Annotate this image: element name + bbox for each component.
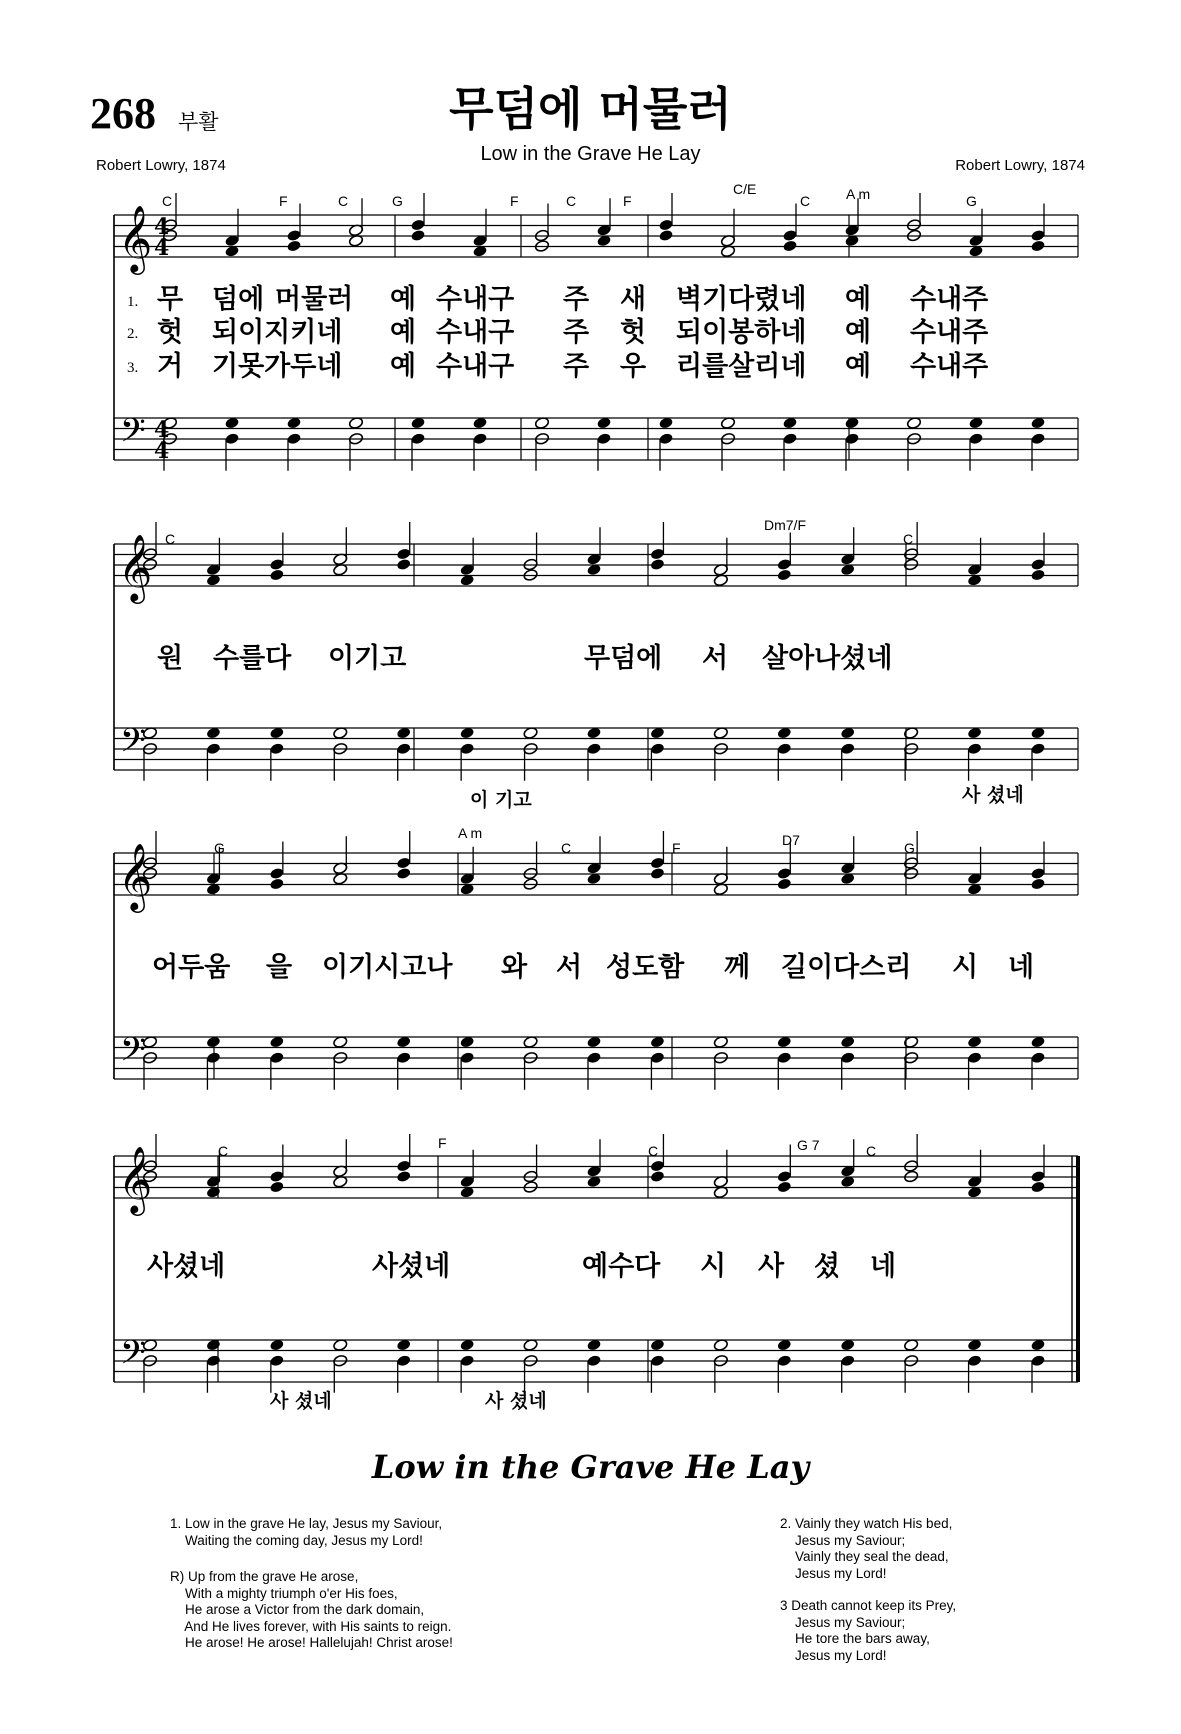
lyric-syllable: 덤에: [212, 284, 265, 315]
lyric-syllable: 와: [501, 952, 528, 983]
chord-symbol: C/E: [733, 181, 757, 197]
chord-symbol: C: [648, 1143, 659, 1159]
lyric-syllable: 네: [870, 1251, 897, 1282]
lyric-syllable: 원: [157, 643, 184, 674]
lyric-syllable: 사셨네: [147, 1251, 226, 1282]
lyric-syllable: 리를살리네: [676, 351, 807, 382]
english-verse-3: 3 Death cannot keep its Prey, Jesus my Saviour; He tore the bars away, Jesus my Lord!: [780, 1598, 957, 1663]
lyric-syllable: 수내주: [910, 317, 989, 348]
note-head: [269, 1180, 284, 1193]
lyric-syllable: 예: [845, 284, 872, 315]
chord-symbol: C: [903, 531, 914, 547]
chord-symbol: C: [561, 840, 572, 856]
lyric-syllable: 시: [700, 1251, 727, 1282]
system-4-bass-lyrics: [269, 1389, 547, 1412]
note-head: [777, 1180, 792, 1193]
time-signature: 4: [154, 214, 170, 240]
lyric-syllable: 되이봉하네: [676, 317, 807, 348]
chord-symbol: F: [623, 193, 632, 209]
lyric-syllable: 사셨네: [372, 1251, 451, 1282]
chord-symbol: C: [566, 193, 577, 209]
lyricist-credit: Robert Lowry, 1874: [96, 157, 226, 174]
lyric-syllable: 수내구: [436, 351, 515, 382]
note-head: [396, 1170, 411, 1183]
chord-row-2: [165, 517, 913, 547]
lyric-syllable: 예수다: [582, 1251, 661, 1282]
note-head: [396, 867, 411, 880]
note-head: [650, 558, 665, 571]
lyric-syllable: 께: [724, 952, 751, 983]
lyric-syllable: 시: [952, 952, 979, 983]
verse-1-lyrics: [157, 283, 988, 315]
english-verse-2: 2. Vainly they watch His bed, Jesus my Saviour; Vainly they seal the dead, Jesus my Lord!: [780, 1516, 953, 1581]
lyric-syllable: 새: [620, 284, 647, 315]
chord-symbol: F: [510, 193, 519, 209]
treble-clef-icon: 𝄞: [118, 204, 153, 272]
note-head: [777, 568, 792, 581]
lyric-syllable: 예: [390, 351, 417, 382]
lyric-syllable: 우: [620, 351, 647, 382]
chord-symbol: C: [338, 193, 349, 209]
note-head: [650, 867, 665, 880]
chord-row-1: [162, 181, 977, 209]
system-3-lyrics: [152, 951, 1034, 983]
lyric-syllable: 예: [390, 317, 417, 348]
note-head: [1030, 1180, 1045, 1193]
chord-symbol: G: [904, 840, 915, 856]
lyric-syllable: 길이다스리: [781, 952, 912, 983]
chord-symbol: A m: [458, 825, 483, 841]
lyric-syllable: 수내주: [910, 284, 989, 315]
lyric-syllable: 헛: [620, 317, 647, 348]
lyric-syllable: 살아나셨네: [762, 643, 893, 674]
lyric-syllable: 셨: [814, 1251, 841, 1282]
lyric-syllable: 거: [157, 351, 184, 382]
lyric-syllable: 사 셨네: [270, 1390, 332, 1412]
hymn-category: 부활: [178, 110, 219, 134]
verse-number: 2.: [127, 326, 139, 342]
lyric-syllable: 되이지키네: [212, 317, 343, 348]
chord-symbol: F: [672, 840, 681, 856]
lyric-syllable: 주: [563, 317, 590, 348]
verse-2-lyrics: [157, 316, 988, 348]
lyric-syllable: 헛: [157, 317, 184, 348]
lyric-syllable: 이 기고: [470, 789, 532, 811]
lyric-syllable: 네: [1008, 952, 1035, 983]
lyric-syllable: 수내구: [436, 317, 515, 348]
time-signature: 4: [154, 417, 170, 443]
note-head: [777, 877, 792, 890]
chord-symbol: C: [165, 531, 176, 547]
lyric-syllable: 벽기다렸네: [676, 284, 807, 315]
note-head: [658, 229, 673, 242]
time-signature: 4: [154, 235, 170, 261]
lyric-syllable: 사 셨네: [962, 784, 1024, 806]
chord-symbol: G: [214, 840, 225, 856]
verse-number: 1.: [127, 294, 139, 310]
lyric-syllable: 성도함: [606, 952, 685, 983]
lyric-syllable: 무: [157, 284, 184, 315]
english-refrain: R) Up from the grave He arose, With a mighty triumph o'er His foes, He arose a Victor from the dark domain, And He lives forever, with His saints to reign. He arose! He arose! Hallelujah! Christ arose!: [170, 1569, 453, 1650]
lyric-syllable: 서: [556, 952, 583, 983]
staff-lines: [114, 215, 1078, 1382]
note-head: [410, 229, 425, 242]
hymn-number: 268: [90, 89, 156, 138]
chord-symbol: F: [279, 193, 288, 209]
bass-clef-icon: 𝄢: [120, 1334, 146, 1380]
chord-symbol: C: [800, 193, 811, 209]
chord-symbol: A m: [846, 186, 871, 202]
note-head: [1030, 568, 1045, 581]
chord-symbol: C: [866, 1143, 877, 1159]
title-english: Low in the Grave He Lay: [480, 143, 701, 165]
time-signature: 4: [154, 438, 170, 464]
treble-clef-icon: 𝄞: [118, 1145, 153, 1213]
note-head: [782, 239, 797, 252]
system-4-lyrics: [146, 1250, 896, 1282]
lyric-syllable: 사 셨네: [485, 1390, 547, 1412]
lyric-syllable: 예: [390, 284, 417, 315]
lyric-syllable: 사: [758, 1251, 785, 1282]
bass-clef-icon: 𝄢: [120, 1031, 146, 1077]
note-head: [650, 1170, 665, 1183]
note-head: [396, 558, 411, 571]
verse-3-lyrics: [157, 350, 988, 382]
english-verse-1: 1. Low in the grave He lay, Jesus my Saviour, Waiting the coming day, Jesus my Lord!: [170, 1516, 443, 1548]
note-head: [269, 877, 284, 890]
title-korean: 무덤에 머물러: [449, 82, 732, 136]
note-head: [269, 568, 284, 581]
treble-clef-icon: 𝄞: [118, 842, 153, 910]
lyric-syllable: 기못가두네: [212, 351, 343, 382]
lyric-syllable: 이기시고나: [322, 952, 453, 983]
lyric-syllable: 예: [845, 317, 872, 348]
bass-clef-icon: 𝄢: [120, 722, 146, 768]
english-title: Low in the Grave He Lay: [371, 1448, 810, 1486]
lyric-syllable: 어두움: [152, 952, 231, 983]
verse-number: 3.: [127, 360, 139, 376]
chord-symbol: D7: [782, 832, 800, 848]
lyric-syllable: 주: [563, 284, 590, 315]
lyric-syllable: 머물러: [275, 284, 354, 315]
note-head: [1030, 239, 1045, 252]
chord-symbol: C: [218, 1143, 229, 1159]
lyric-syllable: 수를다: [213, 643, 292, 674]
note-head: [1030, 877, 1045, 890]
chord-symbol: C: [162, 193, 173, 209]
system-2-lyrics: [157, 642, 892, 674]
verse-numbers: [127, 294, 138, 376]
chord-symbol: G: [392, 193, 403, 209]
lyric-syllable: 을: [266, 952, 293, 983]
lyric-syllable: 수내구: [436, 284, 515, 315]
chord-row-3: [214, 825, 915, 856]
chord-symbol: F: [438, 1135, 447, 1151]
lyric-syllable: 서: [702, 643, 729, 674]
bass-clef-icon: 𝄢: [120, 412, 146, 458]
note-head: [286, 239, 301, 252]
composer-credit: Robert Lowry, 1874: [955, 157, 1085, 174]
lyric-syllable: 수내주: [910, 351, 989, 382]
chord-symbol: G 7: [797, 1137, 820, 1153]
lyric-syllable: 주: [563, 351, 590, 382]
lyric-syllable: 이기고: [328, 643, 407, 674]
lyric-syllable: 예: [845, 351, 872, 382]
treble-clef-icon: 𝄞: [118, 533, 153, 601]
chord-symbol: G: [966, 193, 977, 209]
chord-symbol: Dm7/F: [764, 517, 806, 533]
system-2-bass-lyrics: [470, 783, 1024, 811]
lyric-syllable: 무덤에: [584, 643, 663, 674]
